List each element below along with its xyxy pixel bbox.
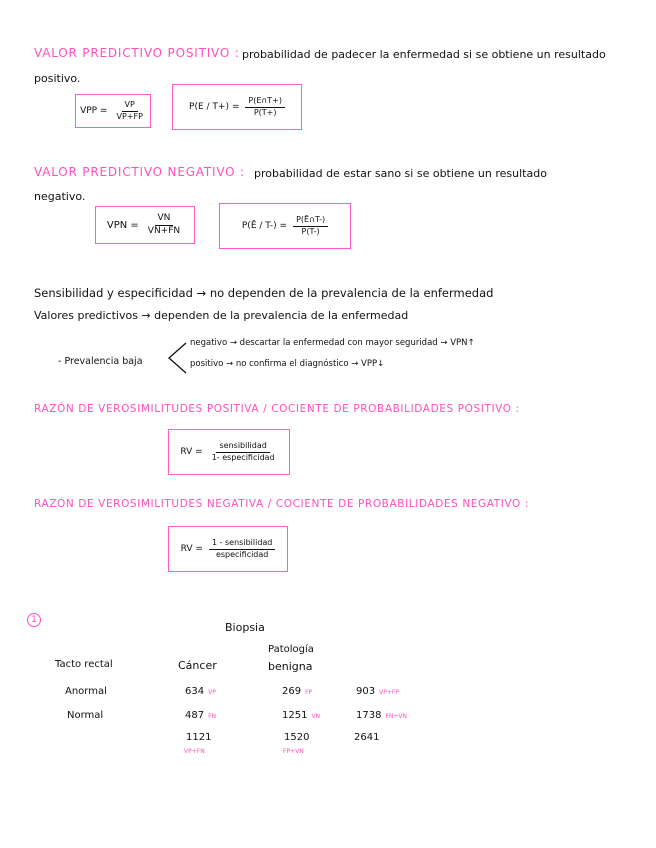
branch-bracket-icon bbox=[166, 340, 188, 376]
cell-value: 903 bbox=[356, 686, 376, 697]
vpp-description-cont: positivo. bbox=[34, 72, 81, 85]
vpp-prob-lhs: P(E / T+) = bbox=[189, 102, 240, 112]
cell-value: 487 bbox=[185, 710, 205, 721]
rv-negative-numerator: 1 - sensibilidad bbox=[209, 539, 275, 549]
table-cell bbox=[282, 686, 312, 697]
vpp-prob-numerator: P(E∩T+) bbox=[245, 97, 285, 107]
rv-negative-box bbox=[168, 526, 288, 572]
rv-negative-lhs: RV = bbox=[180, 544, 203, 554]
rv-negative-heading: RAZÓN DE VEROSIMILITUDES NEGATIVA / COCIENTE DE PROBABILIDADES NEGATIVO : bbox=[34, 498, 529, 510]
vpn-heading: VALOR PREDICTIVO NEGATIVO : bbox=[34, 165, 245, 179]
vpn-prob-lhs: P(Ē / T-) = bbox=[241, 221, 288, 231]
table-cell bbox=[185, 686, 216, 697]
rv-negative-denominator: especificidad bbox=[215, 549, 269, 559]
prevalence-low-label: - Prevalencia baja bbox=[58, 356, 143, 367]
cell-tag: FP bbox=[305, 689, 313, 696]
note-sensitivity-specificity: Sensibilidad y especificidad → no dependen de la prevalencia de la enfermedad bbox=[34, 286, 494, 300]
rv-positive-lhs: RV = bbox=[180, 447, 203, 457]
vpp-prob-fraction bbox=[245, 97, 285, 117]
vpp-heading: VALOR PREDICTIVO POSITIVO : bbox=[34, 46, 240, 60]
example-number-badge bbox=[27, 613, 41, 627]
vpn-denominator: VN+FN bbox=[147, 225, 181, 236]
rv-positive-fraction bbox=[209, 442, 278, 462]
vpp-probability-box bbox=[172, 84, 302, 130]
cell-tag: VP+FP bbox=[379, 689, 399, 696]
vpn-prob-fraction bbox=[293, 216, 328, 236]
rv-negative-fraction bbox=[209, 539, 275, 559]
col-header-cancer: Cáncer bbox=[178, 659, 217, 672]
vpn-numerator: VN bbox=[155, 214, 174, 225]
table-cell bbox=[282, 710, 320, 721]
example-number: 1 bbox=[31, 615, 37, 625]
cell-value: 1738 bbox=[356, 710, 382, 721]
total-cancer-tag: VP+FN bbox=[184, 748, 205, 755]
grand-total: 2641 bbox=[354, 732, 380, 743]
rv-positive-box bbox=[168, 429, 290, 475]
vpn-description: probabilidad de estar sano si se obtiene un resultado bbox=[254, 167, 547, 180]
vpp-description: probabilidad de padecer la enfermedad si se obtiene un resultado bbox=[242, 48, 606, 61]
vpp-formula-box bbox=[75, 94, 151, 128]
cell-tag: VN bbox=[311, 713, 321, 720]
table-cell bbox=[356, 686, 399, 697]
col-header-benign-line1: Patología bbox=[268, 644, 314, 655]
cell-tag: FN bbox=[208, 713, 217, 720]
vpp-denominator: VP+FP bbox=[116, 111, 143, 121]
cell-value: 269 bbox=[282, 686, 302, 697]
vpn-formula-fraction bbox=[145, 214, 183, 236]
branch-positive: positivo → no confirma el diagnóstico → VPP↓ bbox=[190, 359, 385, 369]
vpn-probability-box bbox=[219, 203, 351, 249]
table-title: Biopsia bbox=[225, 621, 265, 634]
vpp-formula-fraction bbox=[113, 101, 145, 121]
cell-tag: FN+VN bbox=[385, 713, 408, 720]
row-label: Normal bbox=[67, 710, 104, 721]
vpp-formula-lhs: VPP = bbox=[80, 106, 108, 116]
rv-positive-numerator: sensibilidad bbox=[216, 442, 269, 452]
cell-tag: VP bbox=[208, 689, 216, 696]
vpn-description-cont: negativo. bbox=[34, 190, 86, 203]
vpp-numerator: VP bbox=[122, 101, 138, 111]
total-benign: 1520 bbox=[284, 732, 310, 743]
vpn-formula-lhs: VPN = bbox=[106, 219, 139, 231]
vpn-prob-denominator: P(T-) bbox=[301, 226, 320, 236]
col-header-benign-line2: benigna bbox=[268, 660, 313, 673]
vpp-prob-denominator: P(T+) bbox=[253, 107, 277, 117]
vpn-prob-numerator: P(Ē∩T-) bbox=[293, 216, 328, 226]
total-benign-tag: FP+VN bbox=[283, 748, 304, 755]
rv-positive-denominator: 1- especificidad bbox=[211, 452, 275, 462]
cell-value: 634 bbox=[185, 686, 205, 697]
branch-negative: negativo → descartar la enfermedad con mayor seguridad → VPN↑ bbox=[190, 338, 475, 348]
vpn-formula-box bbox=[95, 206, 195, 244]
table-cell bbox=[185, 710, 216, 721]
row-label: Anormal bbox=[65, 686, 107, 697]
table-cell bbox=[356, 710, 407, 721]
total-cancer: 1121 bbox=[186, 732, 212, 743]
cell-value: 1251 bbox=[282, 710, 308, 721]
rv-positive-heading: RAZÓN DE VEROSIMILITUDES POSITIVA / COCIENTE DE PROBABILIDADES POSITIVO : bbox=[34, 403, 520, 415]
row-header: Tacto rectal bbox=[55, 659, 113, 670]
note-predictive-values: Valores predictivos → dependen de la prevalencia de la enfermedad bbox=[34, 309, 409, 322]
